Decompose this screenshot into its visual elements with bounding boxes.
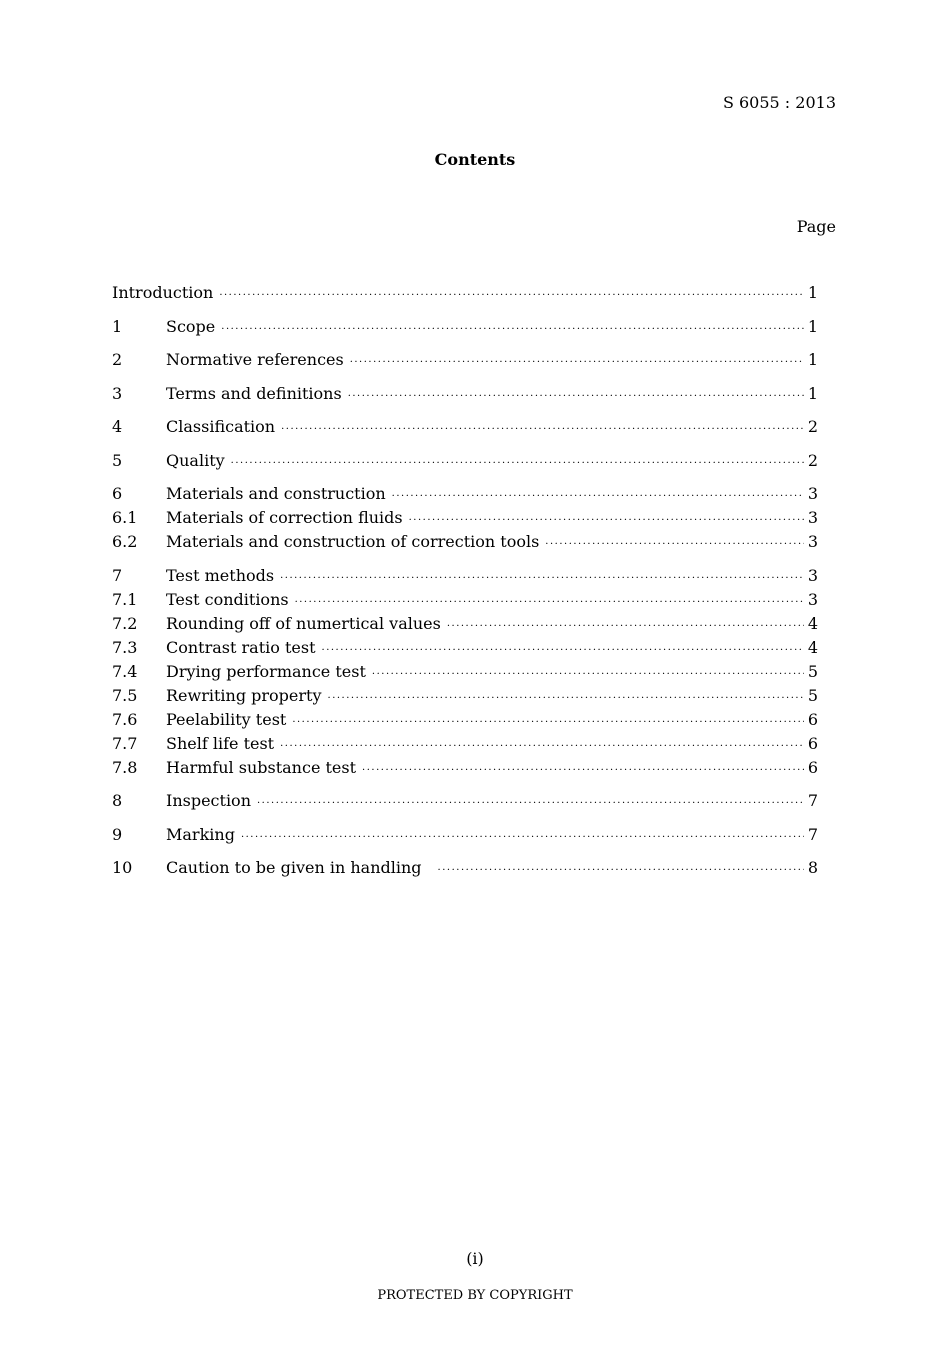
toc-entry[interactable] [112, 733, 818, 755]
toc-entry-title: Marking [166, 825, 235, 844]
toc-entry-number: 7.3 [112, 638, 138, 657]
toc-entry-number: 7.8 [112, 758, 138, 777]
toc-entry-page: 1 [807, 350, 818, 369]
toc-entry[interactable] [112, 450, 818, 472]
toc-entry-number: 9 [112, 825, 123, 844]
dot-leader [281, 419, 804, 441]
footer-page-number: (i) [466, 1249, 484, 1268]
toc-entry-title: Caution to be given in handling [166, 858, 422, 877]
toc-entry-title: Quality [166, 451, 225, 470]
toc-entry-number: 1 [112, 317, 123, 336]
toc-entry[interactable] [112, 685, 818, 707]
dot-leader [392, 486, 804, 508]
toc-entry-page: 4 [807, 638, 818, 657]
toc-entry[interactable] [112, 613, 818, 635]
toc-entry-title: Materials and construction of correction tools [166, 532, 540, 551]
toc-entry-number: 7.6 [112, 710, 138, 729]
toc-entry-number: 8 [112, 791, 123, 810]
toc-entry-title: Inspection [166, 791, 251, 810]
toc-entry-title: Normative references [166, 350, 344, 369]
toc-entry-number: 7.1 [112, 590, 138, 609]
toc-entry-title: Contrast ratio test [166, 638, 316, 657]
toc-entry-page: 5 [807, 686, 818, 705]
toc-entry[interactable] [112, 416, 818, 438]
contents-heading: Contents [434, 150, 516, 169]
dot-leader [372, 664, 804, 686]
toc-entry-number: 4 [112, 417, 123, 436]
toc-entry-page: 4 [807, 614, 818, 633]
dot-leader [362, 760, 804, 782]
toc-entry[interactable] [112, 316, 818, 338]
toc-entry-page: 5 [807, 662, 818, 681]
dot-leader [348, 386, 804, 408]
dot-leader [447, 616, 804, 638]
toc-entry-page: 3 [807, 590, 818, 609]
toc-entry-page: 7 [807, 791, 818, 810]
dot-leader [241, 827, 804, 849]
toc-entry[interactable] [112, 383, 818, 405]
dot-leader [231, 453, 804, 475]
toc-entry-page: 1 [807, 384, 818, 403]
toc-entry-title: Introduction [112, 283, 214, 302]
dot-leader [328, 688, 804, 710]
toc-entry-page: 7 [807, 825, 818, 844]
toc-entry-number: 7.4 [112, 662, 138, 681]
toc-entry-title: Scope [166, 317, 216, 336]
toc-entry-page: 6 [807, 758, 818, 777]
toc-entry-number: 7.5 [112, 686, 138, 705]
dot-leader [280, 736, 804, 758]
document-id: S 6055 : 2013 [722, 93, 836, 112]
dot-leader [292, 712, 803, 734]
toc-entry[interactable] [112, 790, 818, 812]
toc-entry-page: 3 [807, 508, 818, 527]
toc-entry-title: Materials and construction [166, 484, 386, 503]
toc-entry-page: 1 [807, 283, 818, 302]
toc-entry-page: 3 [807, 484, 818, 503]
toc-entry-number: 5 [112, 451, 123, 470]
toc-entry-title: Rounding off of numertical values [166, 614, 441, 633]
toc-entry-number: 6.1 [112, 508, 138, 527]
toc-entry-title: Shelf life test [166, 734, 275, 753]
toc-entry-number: 7 [112, 566, 123, 585]
toc-entry-page: 6 [807, 710, 818, 729]
toc-entry-title: Test conditions [166, 590, 289, 609]
dot-leader [257, 793, 804, 815]
dot-leader [438, 860, 804, 882]
toc-entry-title: Terms and definitions [166, 384, 342, 403]
dot-leader [350, 352, 804, 374]
toc-entry-title: Rewriting property [166, 686, 322, 705]
dot-leader [545, 534, 804, 556]
toc-entry-page: 2 [807, 451, 818, 470]
toc-entry-title: Peelability test [166, 710, 287, 729]
toc-entry-page: 8 [807, 858, 818, 877]
toc-entry[interactable] [112, 824, 818, 846]
toc-entry[interactable] [112, 531, 818, 553]
toc-entry-page: 2 [807, 417, 818, 436]
toc-entry-number: 7.2 [112, 614, 138, 633]
toc-entry[interactable] [112, 282, 818, 304]
toc-entry-title: Test methods [166, 566, 275, 585]
toc-entry-number: 3 [112, 384, 123, 403]
toc-entry-title: Materials of correction fluids [166, 508, 403, 527]
toc-entry[interactable] [112, 709, 818, 731]
toc-entry-number: 6 [112, 484, 123, 503]
toc-entry[interactable] [112, 857, 818, 879]
toc-entry-page: 1 [807, 317, 818, 336]
page-column-label: Page [796, 217, 836, 236]
dot-leader [409, 510, 804, 532]
toc-entry-title: Classification [166, 417, 276, 436]
dot-leader [219, 285, 803, 307]
toc-entry[interactable] [112, 661, 818, 683]
toc-entry[interactable] [112, 757, 818, 779]
toc-entry-number: 10 [112, 858, 133, 877]
toc-entry-page: 6 [807, 734, 818, 753]
toc-entry[interactable] [112, 589, 818, 611]
toc-entry-page: 3 [807, 566, 818, 585]
toc-entry-title: Drying performance test [166, 662, 366, 681]
toc-entry[interactable] [112, 637, 818, 659]
toc-entry-number: 6.2 [112, 532, 138, 551]
toc-entry-number: 2 [112, 350, 123, 369]
copyright-notice: PROTECTED BY COPYRIGHT [377, 1288, 573, 1303]
toc-entry[interactable] [112, 507, 818, 529]
toc-entry[interactable] [112, 349, 818, 371]
toc-entry[interactable] [112, 483, 818, 505]
dot-leader [221, 319, 804, 341]
toc-entry-page: 3 [807, 532, 818, 551]
toc-entry-number: 7.7 [112, 734, 138, 753]
toc-entry-title: Harmful substance test [166, 758, 357, 777]
toc-entry[interactable] [112, 565, 818, 587]
dot-leader [280, 568, 804, 590]
dot-leader [295, 592, 804, 614]
dot-leader [322, 640, 804, 662]
